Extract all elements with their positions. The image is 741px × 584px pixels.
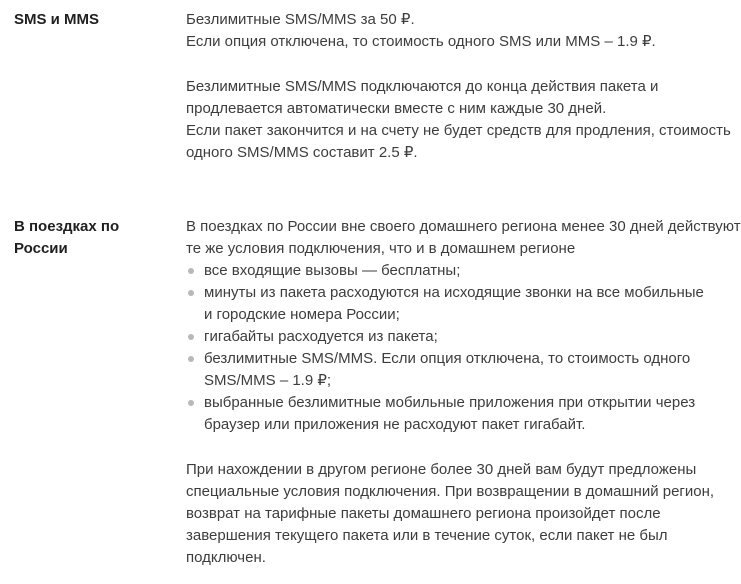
list-item-gigabytes — [186, 326, 737, 348]
text-line: все входящие вызовы — бесплатны; — [204, 262, 461, 279]
paragraph-travel-intro — [186, 216, 741, 260]
text-line: Безлимитные SMS/MMS за 50 ₽. — [186, 11, 415, 28]
paragraph-sms-renewal — [186, 76, 737, 164]
section-label-travel-russia: В поездках по России — [14, 218, 120, 257]
text-line: специальные условия подключения. При возвращении в домашний регион, — [186, 483, 715, 500]
text-line: выбранные безлимитные мобильные приложения при открытии через — [204, 394, 696, 411]
text-line: подключен. — [186, 549, 266, 566]
text-line: Безлимитные SMS/MMS подключаются до конца действия пакета и — [186, 78, 659, 95]
text-line: минуты из пакета расходуются на исходящие звонки на все мобильные — [204, 284, 704, 301]
travel-conditions-list — [186, 260, 737, 436]
text-line: Если пакет закончится и на счету не будет средств для продления, стоимость — [186, 122, 731, 139]
list-item-incoming-calls — [186, 260, 737, 282]
list-item-package-minutes — [186, 282, 737, 326]
text-line: SMS/MMS – 1.9 ₽; — [204, 372, 332, 389]
text-line: браузер или приложения не расходуют пакет гигабайт. — [204, 416, 586, 433]
list-item-unlimited-apps — [186, 392, 737, 436]
text-line: завершения текущего пакета или в течение суток, если пакет не был — [186, 527, 668, 544]
text-line: одного SMS/MMS составит 2.5 ₽. — [186, 144, 418, 161]
paragraph-sms-price — [186, 9, 737, 53]
section-content-travel-russia — [186, 216, 741, 569]
section-travel-russia — [14, 216, 741, 569]
text-line: Если опция отключена, то стоимость одного SMS или MMS – 1.9 ₽. — [186, 33, 656, 50]
section-sms-mms — [14, 9, 737, 164]
text-line: и городские номера России; — [204, 306, 400, 323]
text-line: В поездках по России вне своего домашнего региона менее 30 дней действуют — [186, 218, 741, 235]
text-line: безлимитные SMS/MMS. Если опция отключена, то стоимость одного — [204, 350, 691, 367]
text-line: гигабайты расходуется из пакета; — [204, 328, 438, 345]
section-label-sms-mms: SMS и MMS — [14, 11, 100, 28]
paragraph-travel-outro — [186, 459, 737, 569]
list-item-unlimited-sms — [186, 348, 737, 392]
section-content-sms-mms — [186, 9, 737, 164]
text-line: продлевается автоматически вместе с ним каждые 30 дней. — [186, 100, 607, 117]
text-line: возврат на тарифные пакеты домашнего региона произойдет после — [186, 505, 661, 522]
text-line: При нахождении в другом регионе более 30 дней вам будут предложены — [186, 461, 697, 478]
text-line: те же условия подключения, что и в домашнем регионе — [186, 240, 576, 257]
